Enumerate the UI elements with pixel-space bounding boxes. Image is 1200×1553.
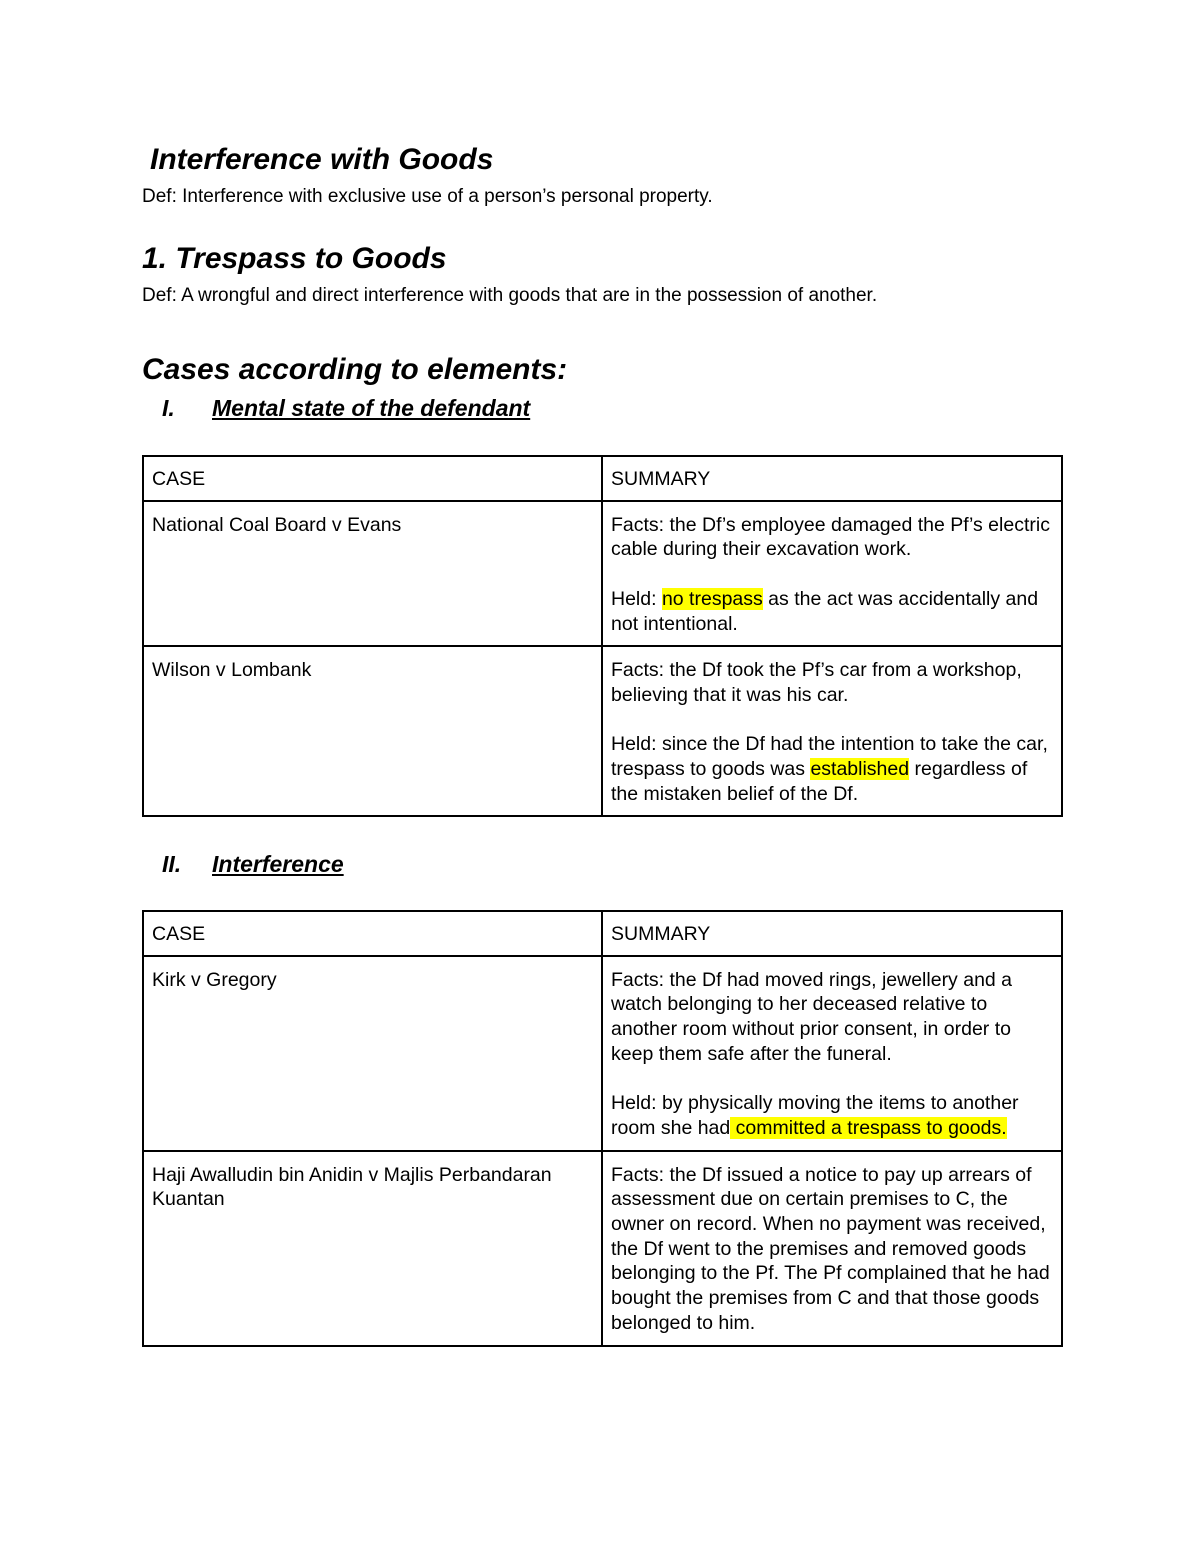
document-title: Interference with Goods — [150, 143, 494, 176]
cases-table-interference — [142, 910, 1063, 1347]
case-name: Wilson v Lombank — [143, 646, 602, 816]
column-header-summary: SUMMARY — [602, 911, 1062, 956]
case-name: National Coal Board v Evans — [143, 501, 602, 647]
held-text-start: Held: — [611, 587, 662, 610]
element-title: Interference — [212, 851, 344, 877]
facts-text: Facts: the Df’s employee damaged the Pf’s electric cable during their excavation work. — [611, 513, 1050, 561]
element-title: Mental state of the defendant — [212, 395, 531, 421]
case-summary — [602, 501, 1062, 647]
highlighted-text: no trespass — [661, 587, 763, 610]
facts-text: Facts: the Df had moved rings, jewellery and a watch belonging to her deceased relative to another room without prior consent, in order to keep them safe after the funeral. — [611, 968, 1013, 1065]
case-name: Haji Awalludin bin Anidin v Majlis Perbandaran Kuantan — [143, 1151, 602, 1346]
column-header-case: CASE — [143, 456, 602, 501]
case-summary — [602, 1151, 1062, 1346]
table-row — [143, 1151, 1062, 1346]
column-header-summary: SUMMARY — [602, 456, 1062, 501]
case-name: Kirk v Gregory — [143, 956, 602, 1151]
highlighted-text: established — [810, 758, 910, 780]
held-text-end: as the act was accidentally and not intentional. — [611, 587, 1039, 635]
element-heading-interference — [162, 849, 344, 879]
held-text — [611, 732, 1053, 806]
table-header-row — [143, 911, 1062, 956]
case-summary — [602, 646, 1062, 816]
table-row — [143, 646, 1062, 816]
section-heading: 1. Trespass to Goods — [142, 242, 447, 275]
held-text — [611, 1091, 1053, 1140]
held-text-end: regardless of the mistaken belief of the Df. — [611, 758, 1028, 805]
table-row — [143, 956, 1062, 1151]
element-heading-mental-state — [162, 393, 530, 423]
table-row — [143, 501, 1062, 647]
facts-text: Facts: the Df issued a notice to pay up arrears of assessment due on certain premises to C, the owner on record. When no payment was received, the Df went to the premises and removed goods belonging to the Pf. The Pf complained that he had bought the premises from C and that those goods belonged to him. — [611, 1163, 1050, 1334]
cases-table-mental-state — [142, 455, 1063, 817]
highlighted-text: committed a trespass to goods. — [730, 1116, 1007, 1139]
facts-text: Facts: the Df took the Pf’s car from a workshop, believing that it was his car. — [611, 659, 1022, 706]
cases-heading: Cases according to elements: — [142, 353, 568, 386]
section-definition: Def: A wrongful and direct interference with goods that are in the possession of another. — [142, 285, 878, 306]
element-numeral: I. — [162, 395, 175, 421]
case-summary — [602, 956, 1062, 1151]
element-numeral: II. — [162, 851, 182, 877]
table-header-row — [143, 456, 1062, 501]
held-text-start: Held: since the Df had the intention to take the car, trespass to goods was — [611, 733, 1048, 780]
column-header-case: CASE — [143, 911, 602, 956]
main-definition: Def: Interference with exclusive use of a person’s personal property. — [142, 186, 713, 207]
held-text — [611, 587, 1053, 636]
held-text-start: Held: by physically moving the items to another room she had — [611, 1092, 1019, 1139]
